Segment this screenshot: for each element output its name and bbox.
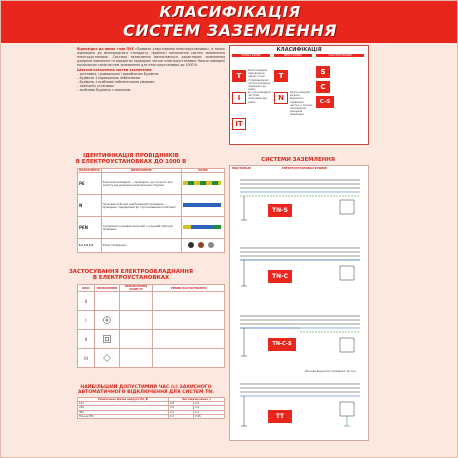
timing-row: Понад 380 0,1 0,05 <box>78 414 225 418</box>
equipment-title: ЗАСТОСУВАННЯ ЕЛЕКТРООБЛАДНАННЯ В ЕЛЕКТРОУСТАНОВКАХ <box>68 269 194 281</box>
systems-title: СИСТЕМИ ЗАЗЕМЛЕННЯ <box>261 157 335 163</box>
diagram-tn-c <box>240 248 360 286</box>
col-designation: ПОЗНАЧЕННЯ <box>79 169 100 172</box>
intro-list-item: – будівель з підвищеною небезпекою <box>77 76 141 80</box>
intro-list-item: – будівель з особливо небезпечними умовами <box>77 80 155 84</box>
equipment-row: 0 <box>78 292 225 311</box>
tag-tn-c: TN-C <box>268 270 292 283</box>
note-first-i: всі струмоведучі частини ізольовані від землі <box>248 91 271 104</box>
timing-title: НАЙБІЛЬШИЙ ДОПУСТИМИЙ ЧАС (с) ЗАХИСНОГО АВТОМАТИЧНОГО ВІДКЛЮЧЕННЯ ДЛЯ СИСТЕМ TN: <box>78 385 214 395</box>
conductors-table <box>77 168 225 253</box>
code-first-i: I <box>232 92 246 104</box>
classification-title: КЛАСИФІКАЦІЯ <box>276 47 322 53</box>
code-next-s: S <box>316 66 330 78</box>
conductor-row-n: N Нульовий робочий (нейтральний) провідник — провідник, приєднаний до глухозаземленої нейтралі <box>78 195 225 217</box>
intro-paragraph <box>77 47 225 92</box>
low-voltage-icon <box>103 354 111 362</box>
diagram-tt <box>240 384 360 426</box>
note-first-t: безпосереднє приєднання однієї точки струмоведучих частин джерела живлення до землі <box>248 69 271 92</box>
pen-color-sample <box>183 223 221 231</box>
conductors-title: ІДЕНТИФІКАЦІЯ ПРОВІДНИКІВ В ЕЛЕКТРОУСТАНОВКАХ ДО 1000 В <box>75 153 187 165</box>
title-line-2: СИСТЕМ ЗАЗЕМЛЕННЯ <box>123 21 337 40</box>
note-second-n: безпосередній зв'язок відкритих провідних частин з точкою заземлення джерела живлення <box>290 91 313 117</box>
next-letter-header: НАСТУПНІ БУКВИ <box>316 54 364 57</box>
double-insulation-icon <box>103 335 111 343</box>
first-letter-header: ПЕРША БУКВА <box>232 54 270 57</box>
tag-tn-s: TN-S <box>268 204 292 217</box>
source-label: ПІДСТАНЦІЯ <box>232 167 251 170</box>
phase-color-sample <box>183 241 221 249</box>
equipment-row: II <box>78 330 225 349</box>
tag-tn-c-s: TN-C-S <box>268 338 296 351</box>
diagram-tn-s <box>240 180 360 220</box>
classification-panel <box>229 45 369 145</box>
code-second-t: T <box>274 70 288 82</box>
diagram-tn-c-s <box>240 316 360 356</box>
timing-table: Номінальна фазна напруга U0, В Час відключення, с 127 0,8 0,4 220 0,4 0,2 380 0,2 0,1 Понад 380 0,1 0,05 <box>77 397 225 419</box>
conductor-row-phase: L1 L2 L3 Фазні провідники <box>78 239 225 253</box>
col-definition: ВИЗНАЧЕННЯ <box>101 169 181 173</box>
earthing-diagrams <box>230 170 368 442</box>
legend-text: Легенда відкритих провідних частин <box>304 370 356 373</box>
intro-highlight: Відповідно до вимог глав ПУЕ <box>77 47 134 51</box>
conductor-row-pen: PEN Суміщений нульовий захисний і нульовий робочий провідник <box>78 217 225 239</box>
intro-list-item: – зовнішніх установок <box>77 84 115 88</box>
equipment-row: I <box>78 311 225 330</box>
n-color-sample <box>183 201 221 209</box>
second-letter-header: ДРУГА БУКВА <box>274 54 312 57</box>
tag-tt: TT <box>268 410 292 423</box>
conductor-row-pe: PE Захисний провідник — провідник, що служить для захисту від ураження електричним струмом <box>78 173 225 195</box>
title-line-1: КЛАСИФІКАЦІЯ <box>159 3 301 21</box>
code-next-c: C <box>316 81 330 93</box>
timing-row: 380 0,2 0,1 <box>78 410 225 414</box>
equipment-row: III <box>78 349 225 368</box>
load-label: ЕЛЕКТРОУСТАНОВКА БУДІВЛІ <box>282 167 328 170</box>
timing-row: 127 0,8 0,4 <box>78 402 225 406</box>
timing-row: 220 0,4 0,2 <box>78 406 225 410</box>
intro-list-item: – житлових, громадських і виробничих будівель <box>77 72 159 76</box>
equipment-table: КЛАС ПОЗНАЧЕННЯ ПРИЗНАЧЕННЯ ЗАХИСТУ УМОВИ ЗАСТОСУВАННЯ 0 I II III <box>77 284 225 368</box>
code-second-n: N <box>274 92 288 104</box>
poster-header <box>1 1 458 43</box>
col-color: КОЛІР <box>182 169 225 173</box>
ground-symbol-icon <box>103 316 111 324</box>
intro-body: «Правила улаштування електроустановок», а також відповідно до міжнародного стандарту, прийняті позначення систем заземлення електроустановок. Системи заземлення визначаються характером заземлення джерела живлення та відкритих провідних частин електроустановки. Нижче наведені позначення типів систем заземлення для електроустановок до 1000 В. <box>77 47 225 67</box>
code-first-it: IT <box>232 118 246 130</box>
pe-color-sample <box>183 179 221 187</box>
systems-panel <box>229 165 369 441</box>
code-next-cs: C-S <box>316 96 334 108</box>
intro-list-title: Шляхом позначення систем заземлення: <box>77 68 153 72</box>
code-first-t: T <box>232 70 246 82</box>
intro-list-item: – особливо будівель з мережею <box>77 88 131 92</box>
